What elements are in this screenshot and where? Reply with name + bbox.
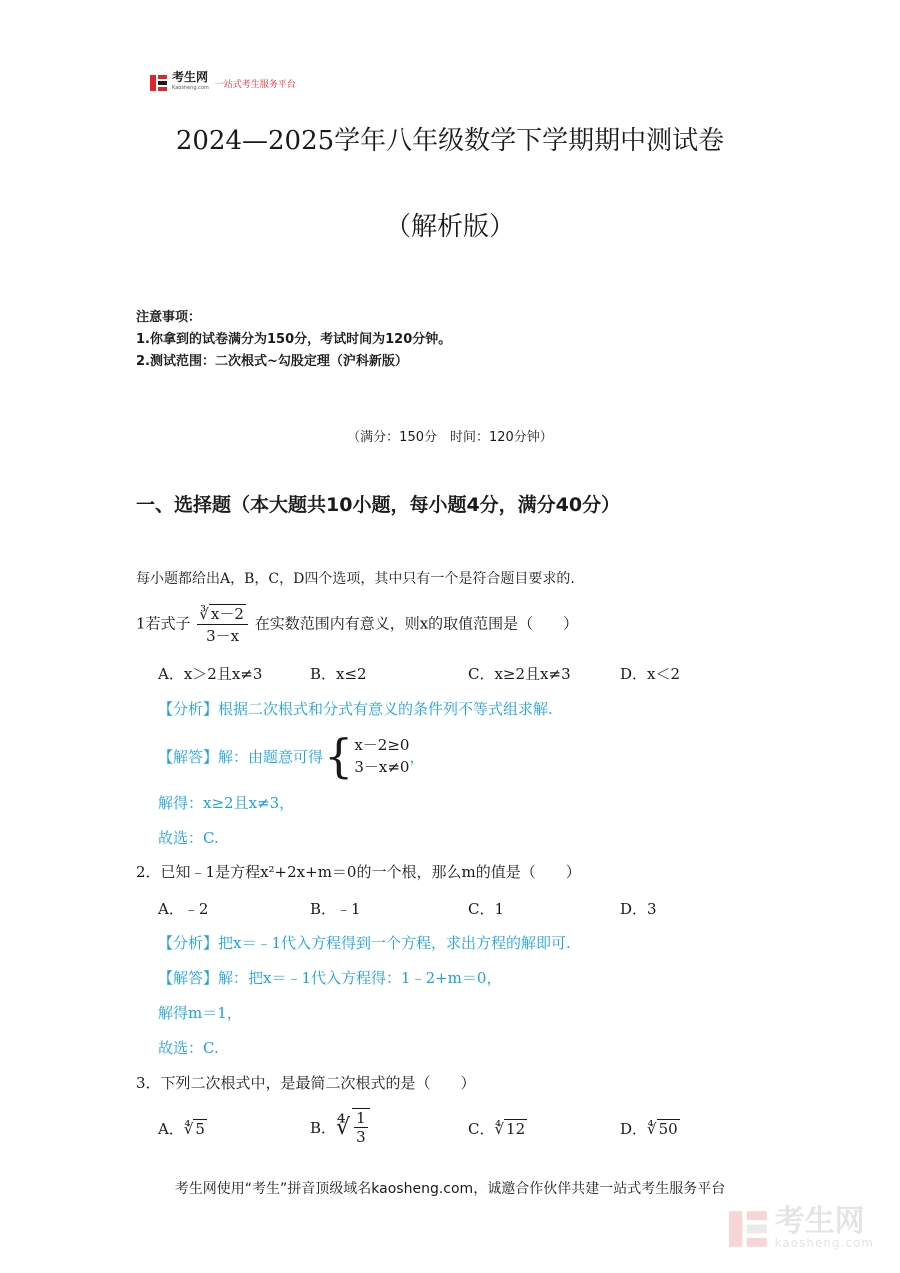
root-icon: ∜ — [647, 1120, 657, 1138]
q1-answer-text: 解：由题意可得 — [218, 747, 324, 766]
q1-analysis — [158, 698, 553, 719]
notes-item-1: 1.你拿到的试卷满分为150分，考试时间为120分钟。 — [136, 332, 452, 347]
q3-option-c-value: 12 — [506, 1120, 526, 1138]
q1-choose: 故选：C. — [158, 829, 219, 847]
q3-option-c — [468, 1118, 527, 1139]
q2-analysis — [158, 932, 571, 953]
root-icon: ∜ — [494, 1120, 505, 1138]
q1-solve: 解得：x≥2且x≠3， — [158, 794, 295, 812]
q2-option-c: C．1 — [468, 900, 505, 918]
page-subtitle: （解析版） — [384, 212, 515, 242]
kaosheng-logo-icon — [150, 74, 168, 92]
q1-option-a: A．x＞2且x≠3 — [158, 665, 263, 683]
page-title: 2024—2025学年八年级数学下学期期中测试卷 — [175, 126, 725, 156]
section-instruction: 每小题都给出A，B，C，D四个选项，其中只有一个是符合题目要求的. — [136, 571, 575, 587]
q2-answer-text: 解：把x＝﹣1代入方程得：1﹣2+m＝0， — [218, 969, 502, 987]
q3-option-a-label: A． — [158, 1120, 184, 1138]
q1-answer-tag: 【解答】 — [158, 747, 219, 766]
brand-en: Kaosheng.com — [172, 85, 209, 91]
watermark-logo-icon — [729, 1209, 769, 1249]
question-3-stem: 3．下列二次根式中，是最简二次根式的是（ ） — [136, 1074, 476, 1092]
score-line: （满分：150分 时间：120分钟） — [347, 430, 553, 445]
q2-choose: 故选：C. — [158, 1039, 219, 1057]
notes-heading: 注意事项： — [136, 310, 202, 325]
q1-option-c: C．x≥2且x≠3 — [468, 665, 571, 683]
brand-name — [172, 72, 209, 94]
q3-option-a — [158, 1118, 207, 1139]
q1-analysis-text: 根据二次根式和分式有意义的条件列不等式组求解. — [218, 700, 553, 718]
question-2-stem: 2．已知﹣1是方程x²+2x+m＝0的一个根，那么m的值是（ ） — [136, 863, 581, 881]
q2-answer — [158, 967, 501, 988]
q3-option-d-value: 50 — [658, 1120, 678, 1138]
q3-option-b — [310, 1108, 372, 1146]
q1-suffix: 在实数范围内有意义，则x的取值范围是（ ） — [254, 614, 579, 633]
section-title: 一、选择题（本大题共10小题，每小题4分，满分40分） — [136, 494, 621, 516]
q1-fraction — [197, 603, 248, 646]
q1-system-eq1: x－2≥0 — [354, 736, 410, 754]
q2-option-b: B．﹣1 — [310, 900, 361, 918]
q1-analysis-tag: 【分析】 — [158, 700, 219, 718]
q1-system-end: ， — [409, 747, 425, 766]
q2-option-d: D．3 — [620, 900, 657, 918]
header-logo — [150, 72, 296, 94]
q3-option-d-label: D． — [620, 1120, 648, 1138]
q1-option-b: B．x≤2 — [310, 665, 367, 683]
q2-analysis-text: 把x＝﹣1代入方程得到一个方程，求出方程的解即可. — [218, 934, 571, 952]
q1-system — [354, 734, 409, 778]
q3-option-a-value: 5 — [195, 1120, 205, 1138]
q3-option-b-den: 3 — [356, 1128, 366, 1146]
watermark-url: kaosheng.com — [774, 1236, 874, 1250]
root-icon: ∜ — [336, 1114, 351, 1140]
q2-option-a: A．﹣2 — [158, 900, 209, 918]
q3-option-d — [620, 1118, 680, 1139]
q3-option-b-fraction — [352, 1108, 370, 1146]
q2-answer-tag: 【解答】 — [158, 969, 219, 987]
root-icon: ∛ — [199, 605, 209, 623]
q1-answer — [158, 729, 425, 783]
brand-slogan: 一站式考生服务平台 — [214, 79, 296, 90]
notes-item-2: 2.测试范围：二次根式~勾股定理（沪科新版） — [136, 354, 408, 369]
q2-solve: 解得m＝1， — [158, 1004, 242, 1022]
q2-analysis-tag: 【分析】 — [158, 934, 219, 952]
q3-option-b-num: 1 — [356, 1109, 366, 1127]
q3-option-c-label: C． — [468, 1120, 495, 1138]
watermark — [729, 1204, 874, 1250]
page-footer: 考生网使用“考生”拼音顶级域名kaosheng.com，诚邀合作伙伴共建一站式考生服务平台 — [174, 1181, 726, 1197]
brace-icon: { — [324, 729, 354, 783]
q1-option-d: D．x＜2 — [620, 665, 681, 683]
root-icon: ∜ — [183, 1120, 194, 1138]
brand-cn: 考生网 — [172, 70, 209, 84]
q1-frac-numerator: x－2 — [210, 605, 244, 623]
q1-prefix: 1若式子 — [136, 614, 191, 633]
q1-frac-denominator: 3－x — [206, 627, 240, 645]
watermark-text: 考生网 — [774, 1204, 865, 1239]
notes-block — [136, 307, 451, 373]
q1-system-eq2: 3－x≠0 — [354, 758, 410, 776]
q3-option-b-label: B． — [310, 1118, 337, 1137]
question-1-stem — [136, 603, 578, 646]
